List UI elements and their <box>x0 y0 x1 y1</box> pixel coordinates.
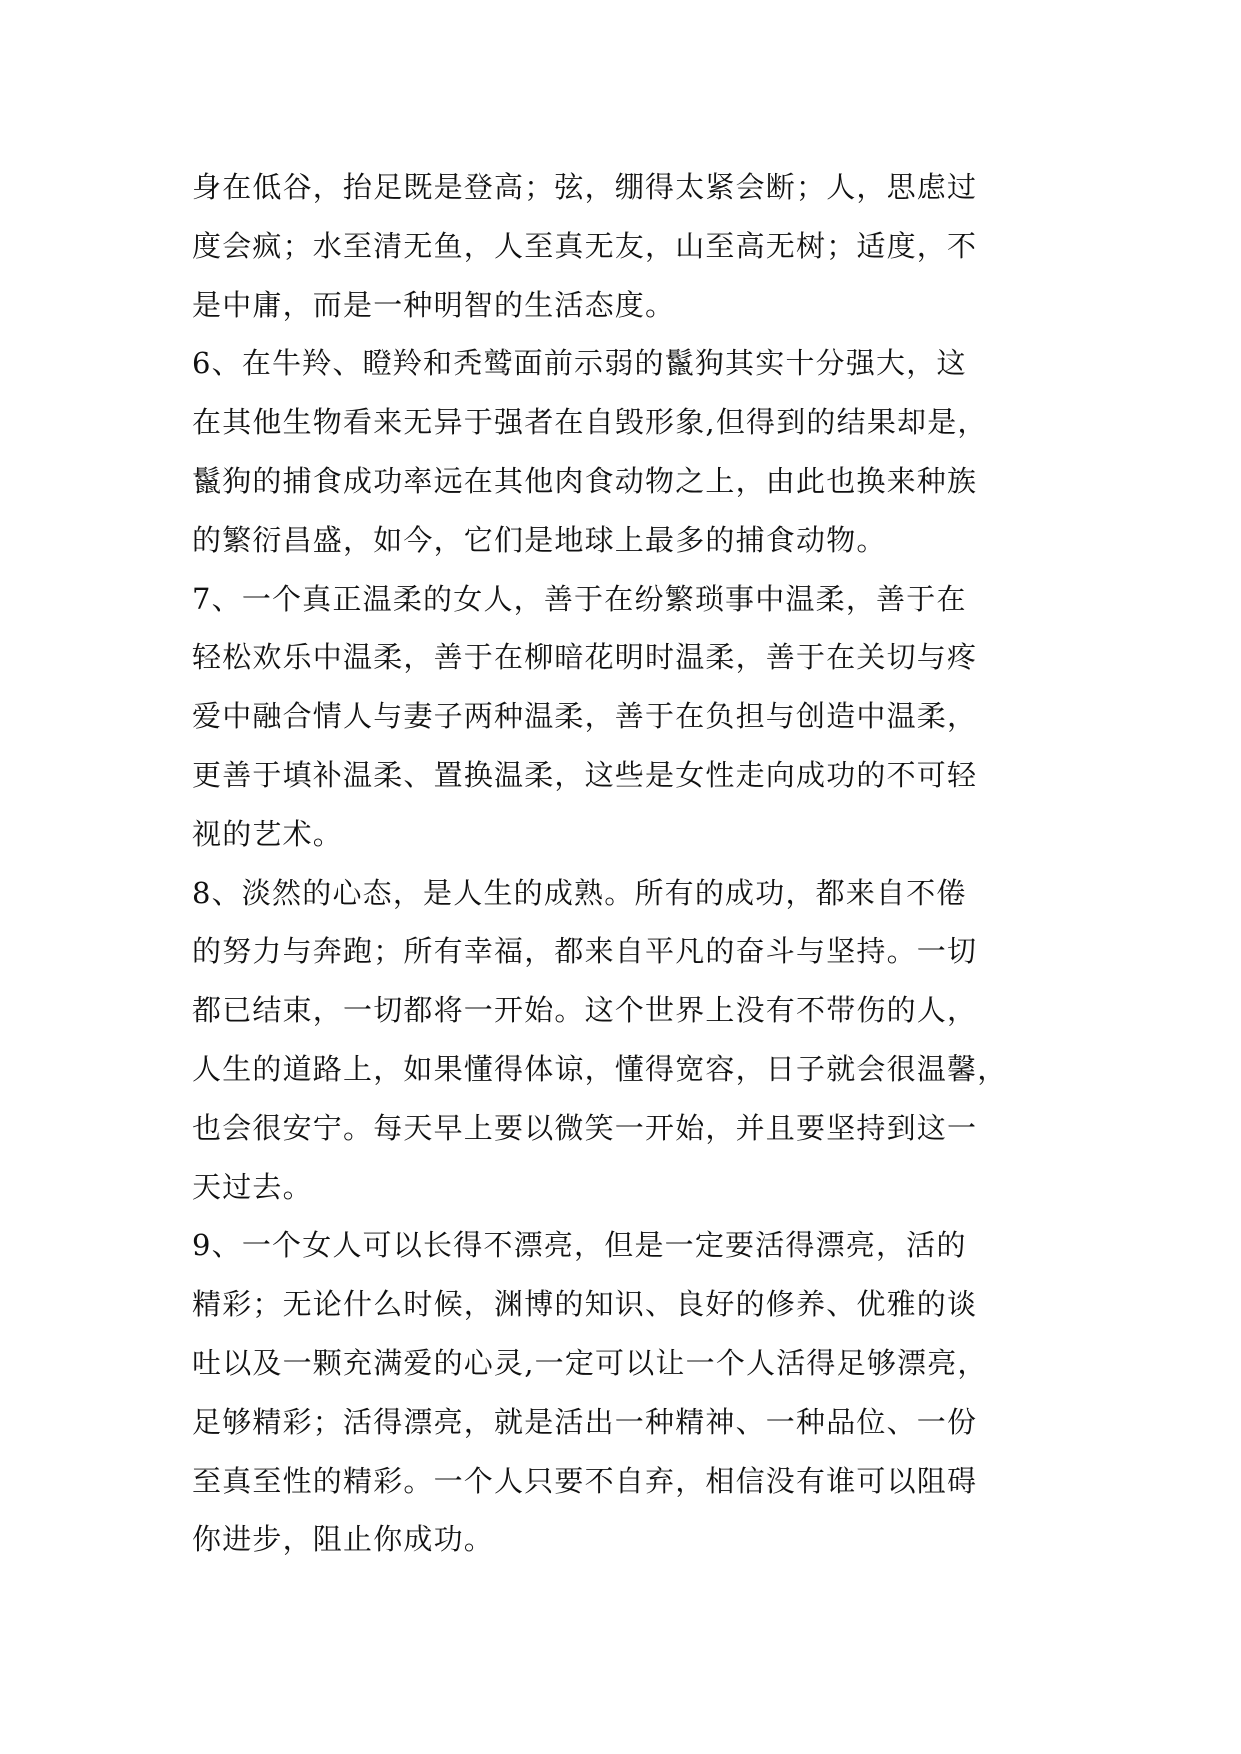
text-line: 视的艺术。 <box>192 816 344 851</box>
text-line: 的努力与奔跑；所有幸福，都来自平凡的奋斗与坚持。一切 <box>192 934 978 969</box>
document-text-block <box>192 158 1072 1569</box>
text-line: 是中庸，而是一种明智的生活态度。 <box>192 287 676 322</box>
text-line: 更善于填补温柔、置换温柔，这些是女性走向成功的不可轻 <box>192 757 978 792</box>
text-line: 7、一个真正温柔的女人，善于在纷繁琐事中温柔，善于在 <box>192 581 967 616</box>
text-line: 吐以及一颗充满爱的心灵,一定可以让一个人活得足够漂亮， <box>192 1345 988 1380</box>
text-line: 在其他生物看来无异于强者在自毁形象,但得到的结果却是， <box>192 405 988 440</box>
text-line: 天过去。 <box>192 1169 313 1204</box>
text-line: 身在低谷，抬足既是登高；弦，绷得太紧会断；人，思虑过 <box>192 170 978 204</box>
text-line: 人生的道路上，如果懂得体谅，懂得宽容，日子就会很温馨， <box>192 1051 1008 1086</box>
text-line: 精彩；无论什么时候，渊博的知识、良好的修养、优雅的谈 <box>192 1287 978 1322</box>
text-line: 爱中融合情人与妻子两种温柔，善于在负担与创造中温柔， <box>192 699 978 734</box>
text-line: 的繁衍昌盛，如今，它们是地球上最多的捕食动物。 <box>192 522 887 557</box>
text-line: 足够精彩；活得漂亮，就是活出一种精神、一种品位、一份 <box>192 1404 978 1439</box>
text-line: 6、在牛羚、瞪羚和秃鹫面前示弱的鬣狗其实十分强大，这 <box>192 346 967 381</box>
text-line: 至真至性的精彩。一个人只要不自弃，相信没有谁可以阻碍 <box>192 1463 978 1498</box>
text-line: 鬣狗的捕食成功率远在其他肉食动物之上，由此也换来种族 <box>192 463 978 498</box>
text-line: 度会疯；水至清无鱼，人至真无友，山至高无树；适度，不 <box>192 228 978 263</box>
text-line: 轻松欢乐中温柔，善于在柳暗花明时温柔，善于在关切与疼 <box>192 640 978 675</box>
text-line: 也会很安宁。每天早上要以微笑一开始，并且要坚持到这一 <box>192 1110 978 1145</box>
text-line: 9、一个女人可以长得不漂亮，但是一定要活得漂亮，活的 <box>192 1228 967 1263</box>
text-line: 你进步，阻止你成功。 <box>192 1522 495 1557</box>
text-line: 都已结束，一切都将一开始。这个世界上没有不带伤的人， <box>192 993 978 1028</box>
text-line: 8、淡然的心态，是人生的成熟。所有的成功，都来自不倦 <box>192 875 967 910</box>
